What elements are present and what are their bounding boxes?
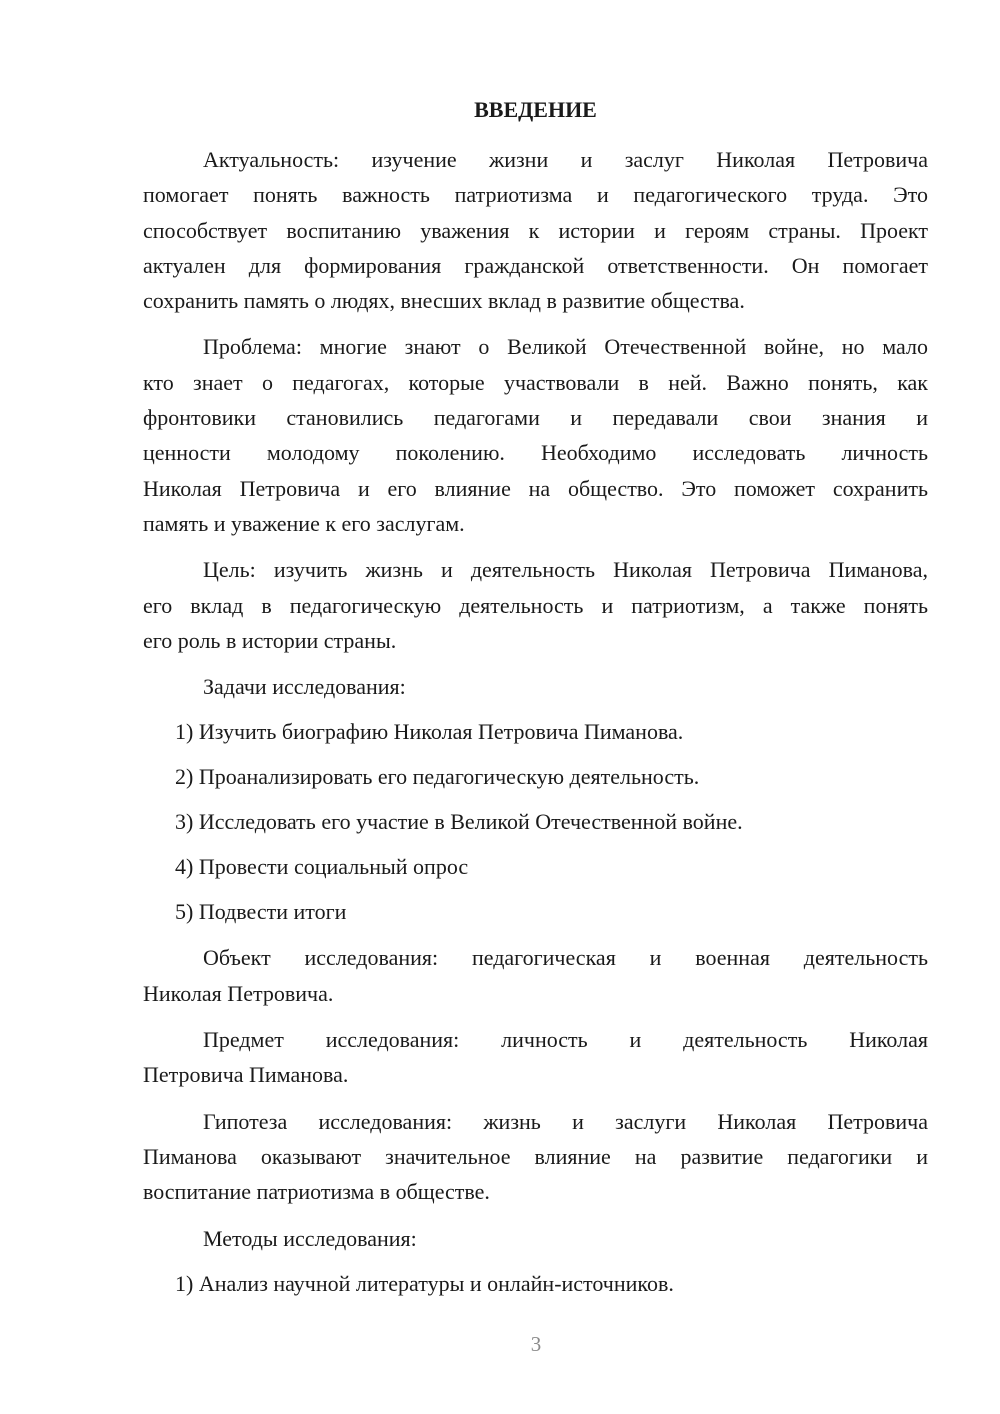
subject-paragraph (143, 1022, 928, 1093)
text-line: Пиманова оказывают значительное влияние на развитие педагогики и (143, 1143, 928, 1169)
page-number: 3 (530, 1332, 542, 1356)
list-item: 3) Исследовать его участие в Великой Отечественной войне. (175, 809, 743, 835)
text-line: Гипотеза исследования: жизнь и заслуги Николая Петровича (203, 1108, 928, 1134)
relevance-paragraph (143, 142, 928, 318)
methods-list (143, 1266, 928, 1311)
text-line: актуален для формирования гражданской ответственности. Он помогает (143, 252, 928, 278)
goal-paragraph (143, 552, 928, 658)
text-line: Задачи исследования: (203, 674, 406, 700)
text-line: Проблема: многие знают о Великой Отечественной войне, но мало (203, 334, 928, 360)
text-line: Объект исследования: педагогическая и военная деятельность (203, 945, 928, 971)
text-line: ценности молодому поколению. Необходимо исследовать личность (143, 440, 928, 466)
document-page (143, 92, 928, 1312)
text-line: помогает понять важность патриотизма и педагогического труда. Это (143, 182, 928, 208)
text-line: память и уважение к его заслугам. (143, 510, 465, 536)
list-item: 4) Провести социальный опрос (175, 854, 469, 880)
text-line: Предмет исследования: личность и деятельность Николая (203, 1027, 928, 1053)
text-line: кто знает о педагогах, которые участвовали в ней. Важно понять, как (143, 369, 928, 395)
list-item: 2) Проанализировать его педагогическую деятельность. (175, 764, 700, 790)
text-line: Методы исследования: (203, 1225, 417, 1251)
problem-paragraph (143, 329, 928, 541)
text-line: Николая Петровича и его влияние на общество. Это поможет сохранить (143, 475, 928, 501)
text-line: воспитание патриотизма в обществе. (143, 1179, 490, 1205)
text-line: способствует воспитанию уважения к истории и героям страны. Проект (143, 217, 928, 243)
text-line: его роль в истории страны. (143, 627, 397, 653)
tasks-list (143, 714, 928, 939)
list-item: 1) Изучить биографию Николая Петровича Пиманова. (175, 719, 684, 745)
object-paragraph (143, 940, 928, 1011)
tasks-heading (143, 669, 928, 704)
hypothesis-paragraph (143, 1104, 928, 1210)
text-line: сохранить память о людях, внесших вклад в развитие общества. (143, 288, 745, 314)
text-line: его вклад в педагогическую деятельность и патриотизм, а также понять (143, 592, 928, 618)
text-line: Николая Петровича. (143, 980, 334, 1006)
text-line: Петровича Пиманова. (143, 1062, 349, 1088)
list-item: 1) Анализ научной литературы и онлайн-источников. (175, 1270, 674, 1296)
text-line: Цель: изучить жизнь и деятельность Николая Петровича Пиманова, (203, 557, 928, 583)
section-title: ВВЕДЕНИЕ (474, 97, 597, 122)
list-item: 5) Подвести итоги (175, 899, 347, 925)
text-line: Актуальность: изучение жизни и заслуг Николая Петровича (203, 147, 928, 172)
methods-heading (143, 1221, 928, 1256)
text-line: фронтовики становились педагогами и передавали свои знания и (143, 405, 928, 431)
